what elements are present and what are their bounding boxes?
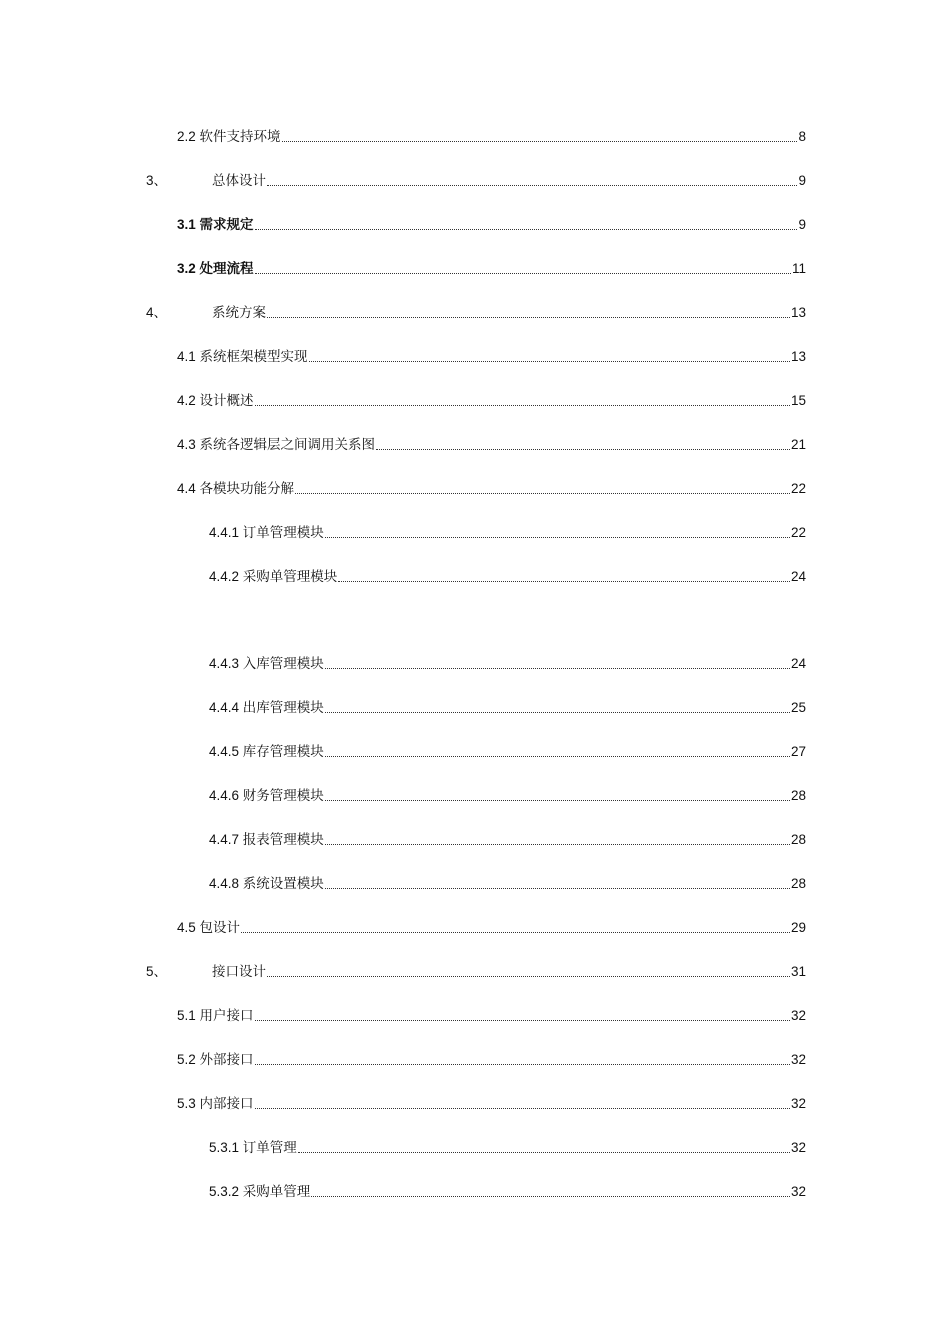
toc-entry[interactable] (209, 827, 806, 849)
toc-entry[interactable] (177, 344, 806, 366)
toc-page-number: 24 (790, 656, 806, 671)
toc-leader-dots (255, 273, 791, 274)
toc-leader-dots (267, 976, 790, 977)
toc-entry[interactable] (177, 212, 806, 234)
toc-entry-label: 4.4.2 采购单管理模块 (209, 569, 338, 584)
toc-leader-dots (325, 712, 790, 713)
toc-entry-label: 3.1 需求规定 (177, 217, 254, 232)
toc-entry[interactable] (177, 1047, 806, 1069)
toc-leader-dots (255, 1020, 790, 1021)
toc-entry[interactable] (177, 388, 806, 410)
toc-entry-label: 5.1 用户接口 (177, 1008, 254, 1023)
toc-leader-dots (255, 229, 798, 230)
toc-page-number: 24 (790, 569, 806, 584)
toc-leader-dots (338, 581, 790, 582)
toc-leader-dots (255, 1064, 790, 1065)
toc-entry-number: 3、 (146, 173, 168, 188)
toc-page-number: 28 (790, 788, 806, 803)
toc-entry[interactable] (209, 783, 806, 805)
toc-entry-label: 5.3 内部接口 (177, 1096, 254, 1111)
toc-entry-label: 4.5 包设计 (177, 920, 241, 935)
toc-entry[interactable] (209, 564, 806, 586)
toc-leader-dots (241, 932, 790, 933)
toc-entry-label: 4.4.1 订单管理模块 (209, 525, 324, 540)
toc-page-number: 11 (791, 261, 806, 276)
toc-entry[interactable] (209, 739, 806, 761)
toc-leader-dots (325, 844, 790, 845)
toc-leader-dots (325, 800, 790, 801)
toc-page-number: 13 (790, 305, 806, 320)
toc-entry[interactable] (177, 915, 806, 937)
toc-entry-label: 4.3 系统各逻辑层之间调用关系图 (177, 437, 376, 452)
toc-leader-dots (295, 493, 790, 494)
toc-page-number: 21 (790, 437, 806, 452)
toc-entry[interactable] (177, 1091, 806, 1113)
toc-page-number: 27 (790, 744, 806, 759)
toc-leader-dots (267, 317, 790, 318)
toc-entry[interactable] (177, 476, 806, 498)
toc-page-number: 9 (798, 173, 806, 188)
toc-entry-label: 4.4.4 出库管理模块 (209, 700, 324, 715)
toc-entry-label: 系统方案 (212, 305, 266, 320)
toc-entry-label: 5.3.1 订单管理 (209, 1140, 297, 1155)
toc-leader-dots (282, 141, 798, 142)
toc-entry[interactable] (146, 959, 806, 981)
toc-entry-label: 4.2 设计概述 (177, 393, 254, 408)
toc-entry[interactable] (209, 1179, 806, 1201)
toc-entry-number: 5、 (146, 964, 168, 979)
toc-entry[interactable] (177, 124, 806, 146)
toc-entry-label: 4.4.5 库存管理模块 (209, 744, 324, 759)
toc-entry-label: 5.3.2 采购单管理 (209, 1184, 311, 1199)
toc-page-number: 8 (798, 129, 806, 144)
toc-entry[interactable] (177, 256, 806, 278)
toc-entry-label: 4.4 各模块功能分解 (177, 481, 295, 496)
toc-leader-dots (325, 888, 790, 889)
toc-entry-label: 4.1 系统框架模型实现 (177, 349, 308, 364)
toc-page-number: 28 (790, 876, 806, 891)
toc-leader-dots (255, 1108, 790, 1109)
toc-page-number: 25 (790, 700, 806, 715)
toc-entry-number: 4、 (146, 305, 168, 320)
toc-entry-label: 4.4.8 系统设置模块 (209, 876, 324, 891)
toc-entry-label: 4.4.6 财务管理模块 (209, 788, 324, 803)
toc-page-number: 9 (798, 217, 806, 232)
toc-entry-label: 4.4.3 入库管理模块 (209, 656, 324, 671)
toc-page-number: 32 (790, 1096, 806, 1111)
toc-leader-dots (325, 756, 790, 757)
toc-page-number: 15 (790, 393, 806, 408)
toc-entry[interactable] (209, 871, 806, 893)
toc-leader-dots (267, 185, 797, 186)
toc-entry-label: 接口设计 (212, 964, 266, 979)
toc-entry[interactable] (146, 168, 806, 190)
toc-entry-label: 5.2 外部接口 (177, 1052, 254, 1067)
toc-page-number: 29 (790, 920, 806, 935)
toc-leader-dots (325, 537, 790, 538)
toc-entry[interactable] (177, 432, 806, 454)
toc-leader-dots (311, 1196, 790, 1197)
toc-page-number: 32 (790, 1052, 806, 1067)
toc-page-number: 32 (790, 1184, 806, 1199)
toc-entry[interactable] (177, 1003, 806, 1025)
toc-entry[interactable] (209, 695, 806, 717)
toc-page-number: 32 (790, 1140, 806, 1155)
toc-leader-dots (255, 405, 790, 406)
toc-leader-dots (309, 361, 790, 362)
toc-entry-label: 2.2 软件支持环境 (177, 129, 281, 144)
toc-entry-label: 总体设计 (212, 173, 266, 188)
toc-entry[interactable] (209, 1135, 806, 1157)
toc-leader-dots (298, 1152, 790, 1153)
toc-leader-dots (376, 449, 790, 450)
toc-entry[interactable] (209, 520, 806, 542)
toc-page-number: 13 (790, 349, 806, 364)
toc-page-number: 32 (790, 1008, 806, 1023)
toc-page-number: 22 (790, 481, 806, 496)
toc-entry[interactable] (146, 300, 806, 322)
toc-page-number: 31 (790, 964, 806, 979)
toc-page-number: 22 (790, 525, 806, 540)
toc-entry[interactable] (209, 651, 806, 673)
toc-entry-label: 4.4.7 报表管理模块 (209, 832, 324, 847)
toc-page-number: 28 (790, 832, 806, 847)
toc-entry-label: 3.2 处理流程 (177, 261, 254, 276)
toc-leader-dots (325, 668, 790, 669)
